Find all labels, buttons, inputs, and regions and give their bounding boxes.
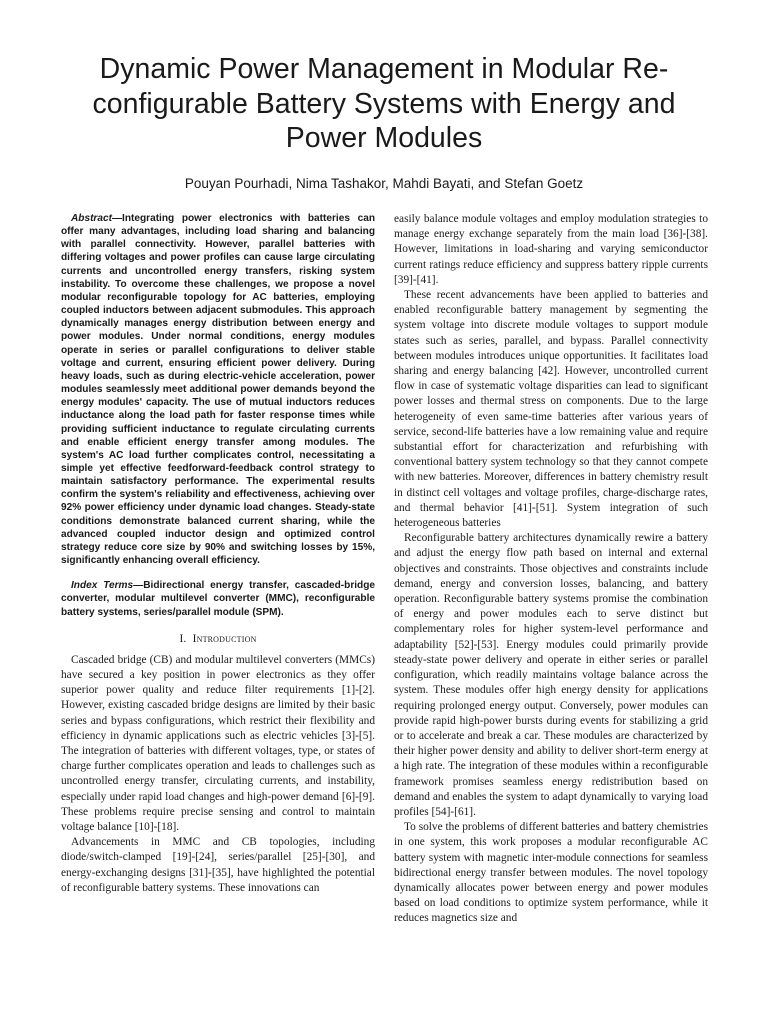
body-paragraph: To solve the problems of different batteries and battery chemistries in one system, this work proposes a modular reconfigurable AC battery system with magnetic inter-module connections for seamless bidirectional energy transfer between modules. The novel topology dynamically allocates power between energy and power modules based on load conditions to optimize system performance, while it reduces magnetics size and — [394, 821, 708, 925]
section-number: I. — [179, 632, 187, 645]
left-column — [61, 212, 375, 1012]
body-paragraph: Reconfigurable battery architectures dynamically rewire a battery and adjust the energy flow path based on internal and external objectives and constraints. Those objectives and constraints include demand, energy and conversion losses, balancing, and battery operation. Reconfigurable battery systems promise the combination of energy and power modules each to serve distinct but complementary roles for higher system-level performance and adaptability [52]-[53]. Energy modules could primarily provide steady-state power delivery and operate in either series or parallel configuration, which readily maintains voltage balance across the system. These modules offer high energy density for applications requiring prolonged energy output. Conversely, power modules can provide rapid high-power bursts during events for stabilizing a grid or to accelerate and break a car. These modules are characterized by their higher power density and ability to deliver short-term energy at a high rate. The integration of these modules within a reconfigurable framework promises seamless energy redistribution based on demand and enables the system to adapt dynamically to varying load profiles [54]-[61]. — [394, 532, 708, 818]
body-paragraph: These recent advancements have been applied to batteries and enabled reconfigurable battery management by segmenting the system voltage into discrete module voltages to support module states such as series, parallel, and bypass. Parallel connectivity between modules introduces unique opportunities. It facilitates load sharing and energy balancing [42]. However, uncontrolled current flow in case of systematic voltage disparities can lead to significant power losses and thermal stress on components. Due to the large heterogeneity of even same-time batteries after various years of service, second-life batteries have a low remaining value and require substantial effort for characterization and refurbishing with conventional battery system technology so that they cannot compete with new batteries. Moreover, differences in battery chemistry result in distinct cell voltages and voltage profiles, charge-discharge rates, and thermal behavior [41]-[51]. System integration of such heterogeneous batteries — [394, 289, 708, 530]
body-paragraph: Cascaded bridge (CB) and modular multilevel converters (MMCs) have secured a key position in power electronics as they offer superior power quality and reduce filter requirements [1]-[2]. However, existing cascaded bridge designs are limited by their basic series and bypass configurations, which restrict their flexibility and efficiency in dynamic applications such as electric vehicles [3]-[5]. The integration of batteries with different voltages, type, or states of charge further complicates operation and leads to challenges such as uncontrolled energy transfer, circulating currents, and instability, especially under rapid load changes and high-power demand [6]-[9]. These problems require precise sensing and control to maintain voltage balance [10]-[18]. — [61, 653, 375, 833]
abstract — [61, 212, 375, 567]
index-terms — [61, 579, 375, 618]
index-terms-label: Index Terms — [71, 580, 134, 592]
abstract-label: Abstract — [71, 213, 112, 224]
paper-title: Dynamic Power Management in Modular Re-configurable Battery Systems with Energy and Power Modules — [92, 53, 676, 154]
body-paragraph: Advancements in MMC and CB topologies, including diode/switch-clamped [19]-[24], series/parallel [25]-[30], and energy-exchanging designs [31]-[35], have highlighted the potential of reconfigurable battery systems. These innovations can — [61, 836, 375, 894]
section-heading-introduction — [61, 633, 375, 645]
body-paragraph: easily balance module voltages and employ modulation strategies to manage energy exchange separately from the main load [36]-[38]. However, limitations in load-sharing and varying semiconductor current ratings reduce efficiency and suppress battery ripple currents [39]-[41]. — [394, 213, 708, 286]
section-title: Introduction — [192, 632, 257, 645]
author-list: Pouyan Pourhadi, Nima Tashakor, Mahdi Bayati, and Stefan Goetz — [184, 176, 584, 191]
index-terms-text: —Bidirectional energy transfer, cascaded-bridge converter, modular multilevel converter (MMC), reconfigurable battery systems, series/parallel module (SPM). — [61, 580, 375, 618]
abstract-text: —Integrating power electronics with batteries can offer many advantages, including load sharing and balancing with parallel connectivity. However, parallel batteries with differing voltages and power profiles can cause large circulating currents and uncontrolled energy transfers, risking system instability. To overcome these challenges, we propose a novel modular reconfigurable topology for AC batteries, employing coupled inductors between adjacent submodules. This approach dynamically manages energy distribution between energy and power modules. Under normal conditions, energy modules operate in series or parallel configurations to deliver stable voltage and current, ensuring efficient power delivery. During heavy loads, such as during electric-vehicle acceleration, power modules seamlessly meet additional power demands beyond the energy modules' capacity. The use of mutual inductors reduces inductance along the load path for faster response times while providing sufficient inductance to regulate circulating currents and enable efficient energy transfer among modules. The system's AC load further complicates control, necessitating a simple yet effective feedforward-feedback control strategy to maintain satisfactory performance. The experimental results confirm the system's reliability and effectiveness, achieving over 92% power efficiency under dynamic load changes. Steady-state conditions demonstrate balanced current sharing, while the advanced coupled inductor design and optimized control strategy reduce core size by 90% and switching losses by 15%, significantly enhancing overall efficiency. — [61, 213, 375, 567]
right-column — [394, 212, 708, 1012]
